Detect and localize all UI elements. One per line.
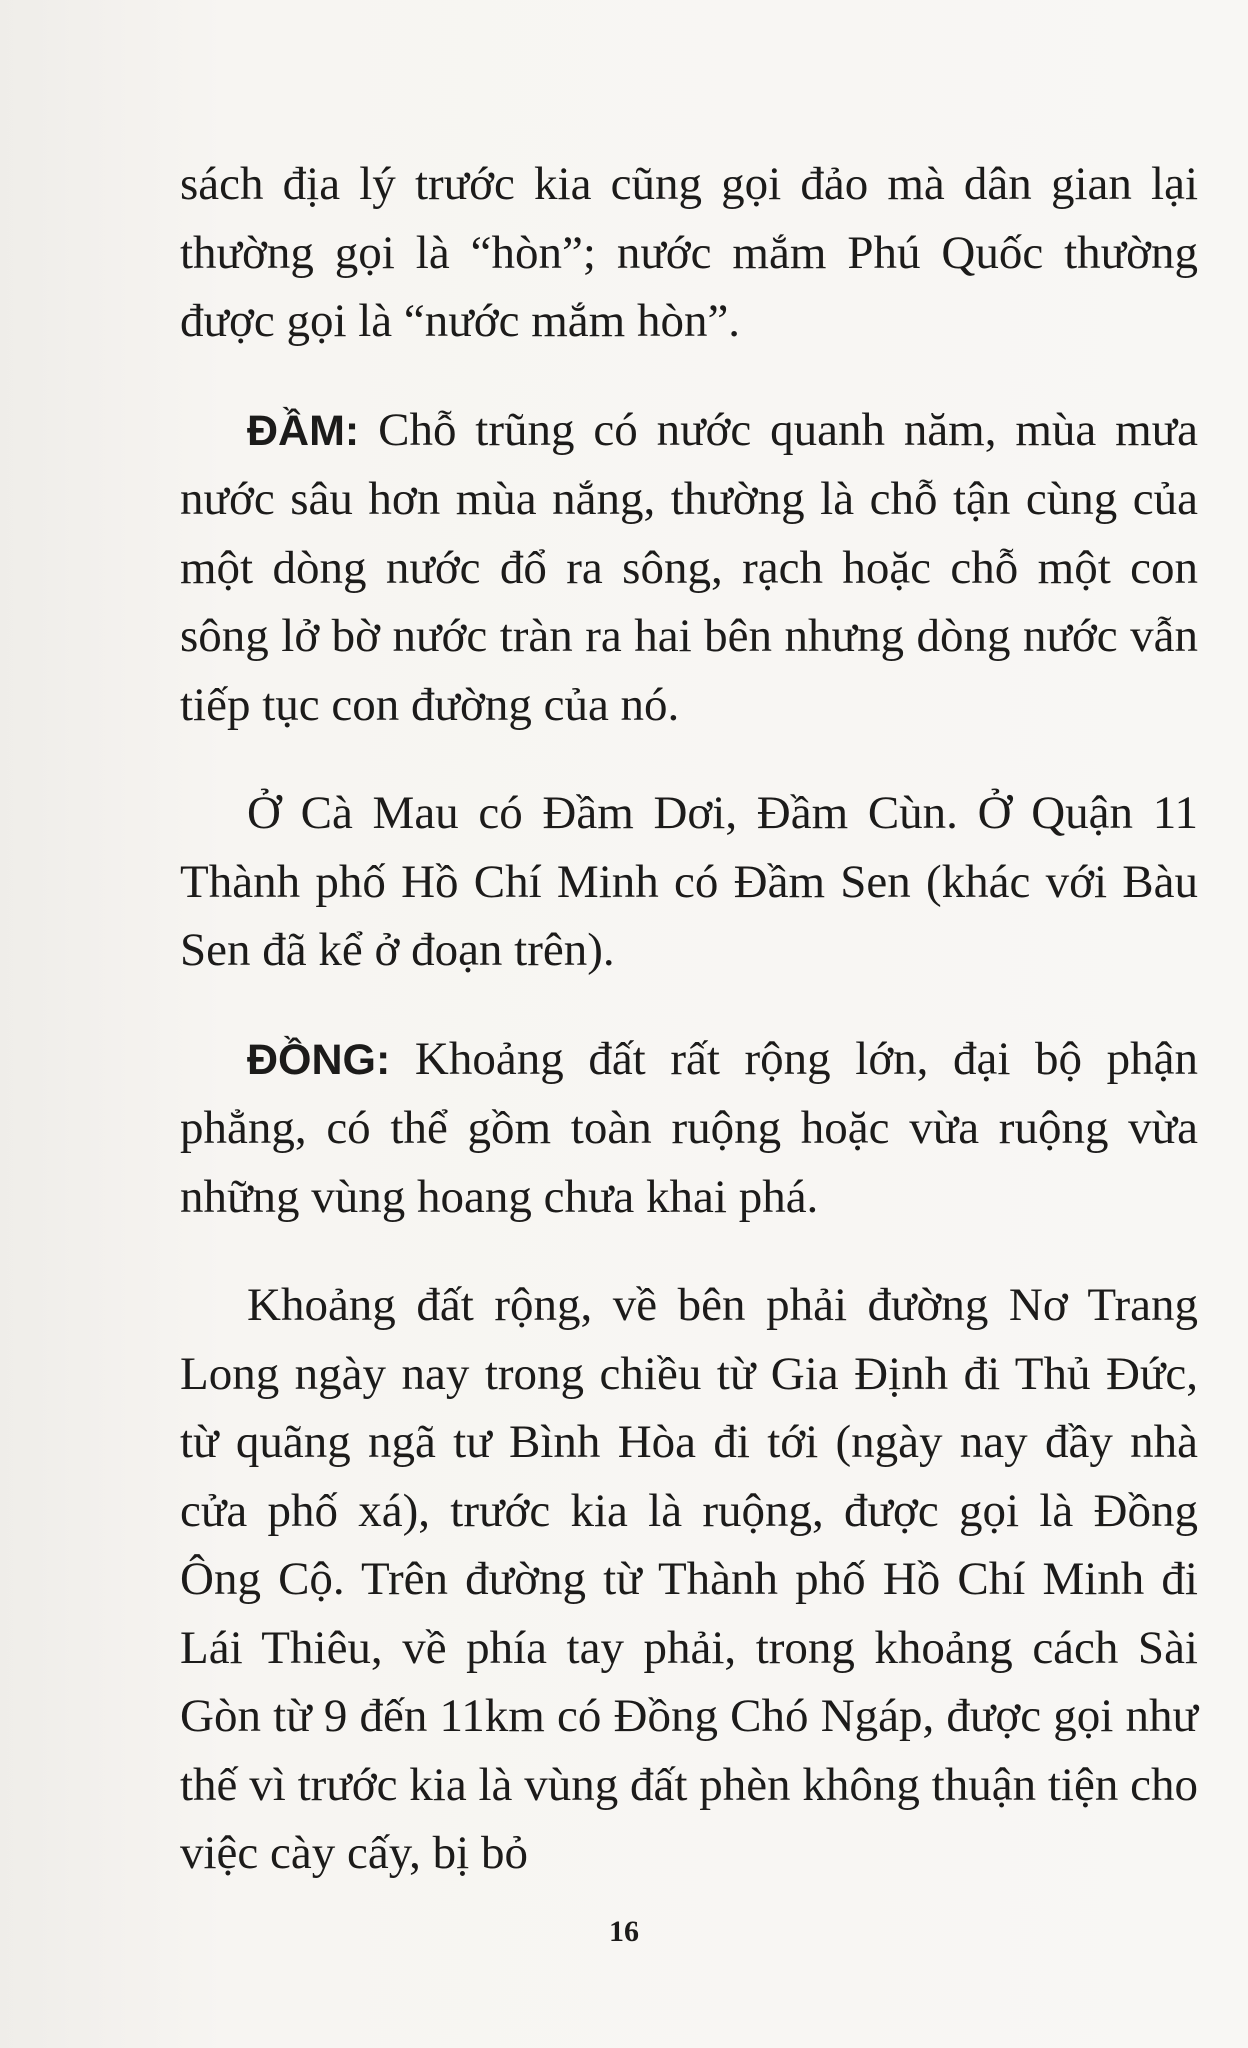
paragraph-text: Chỗ trũng có nước quanh năm, mùa mưa nước sâu hơn mùa nắng, thường là chỗ tận cùng của một dòng nước đổ ra sông, rạch hoặc chỗ một con sông lở bờ nước tràn ra hai bên nhưng dòng nước vẫn tiếp tục con đường của nó. — [180, 403, 1198, 731]
paragraph-continuation — [180, 150, 1198, 356]
term-dong: ĐỒNG: — [247, 1035, 391, 1084]
paragraph-text: Khoảng đất rất rộng lớn, đại bộ phận phẳng, có thể gồm toàn ruộng hoặc vừa ruộng vừa những vùng hoang chưa khai phá. — [180, 1032, 1198, 1223]
paragraph-dong-examples — [180, 1271, 1198, 1888]
paragraph-text: sách địa lý trước kia cũng gọi đảo mà dân gian lại thường gọi là “hòn”; nước mắm Phú Quốc thường được gọi là “nước mắm hòn”. — [180, 158, 1198, 347]
paragraph-dam-examples — [180, 779, 1198, 985]
paragraph-dong-definition — [180, 1025, 1198, 1232]
page-body-text — [180, 150, 1198, 1888]
paragraph-text: Khoảng đất rộng, về bên phải đường Nơ Trang Long ngày nay trong chiều từ Gia Định đi Thủ Đức, từ quãng ngã tư Bình Hòa đi tới (ngày nay đầy nhà cửa phố xá), trước kia là ruộng, được gọi là Đồng Ông Cộ. Trên đường từ Thành phố Hồ Chí Minh đi Lái Thiêu, về phía tay phải, trong khoảng cách Sài Gòn từ 9 đến 11km có Đồng Chó Ngáp, được gọi như thế vì trước kia là vùng đất phèn không thuận tiện cho việc cày cấy, bị bỏ — [180, 1279, 1198, 1879]
term-dam: ĐẦM: — [247, 406, 360, 455]
page-number: 16 — [609, 1915, 639, 1948]
paragraph-text: Ở Cà Mau có Đầm Dơi, Đầm Cùn. Ở Quận 11 Thành phố Hồ Chí Minh có Đầm Sen (khác với Bàu Sen đã kể ở đoạn trên). — [180, 787, 1198, 976]
paragraph-dam-definition — [180, 396, 1198, 740]
